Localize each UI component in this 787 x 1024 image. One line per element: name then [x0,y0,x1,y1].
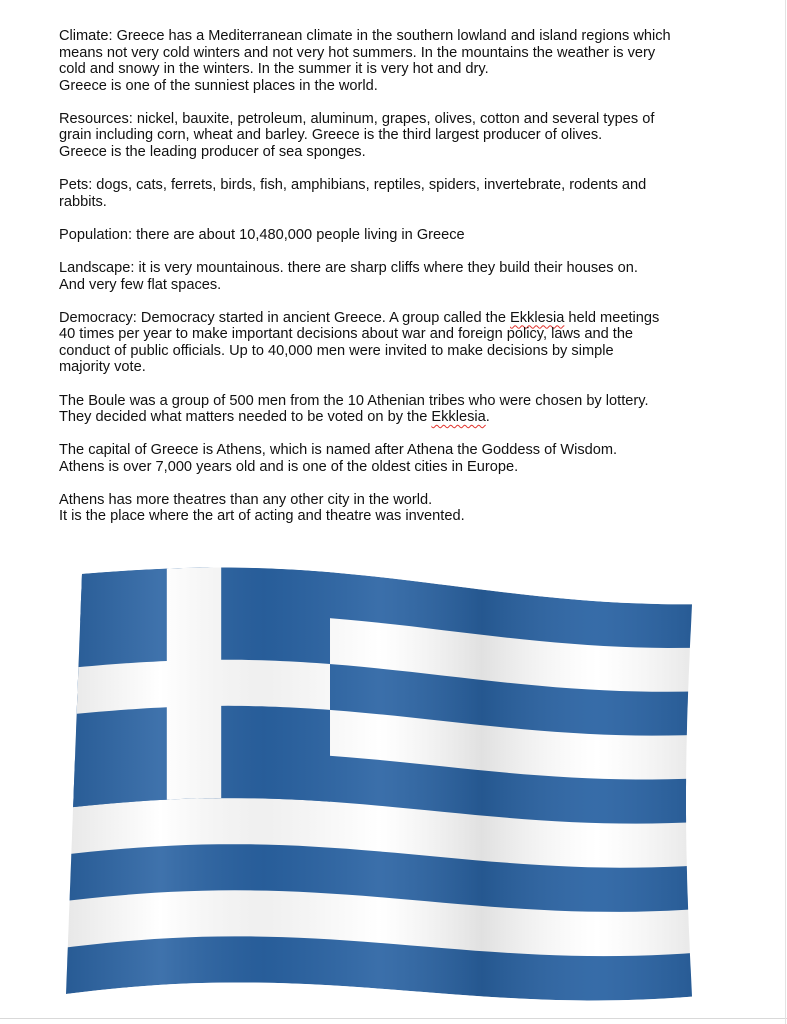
text-line: grain including corn, wheat and barley. Greece is the third largest producer of olives. [59,127,603,144]
text-line: Greece is the leading producer of sea sponges. [59,144,366,161]
paragraph [59,393,709,426]
text-line: The Boule was a group of 500 men from the 10 Athenian tribes who were chosen by lottery. [59,392,649,409]
text-line: majority vote. [59,359,146,376]
text-line: Athens has more theatres than any other city in the world. [59,491,433,508]
text-line [59,310,709,327]
spellcheck-flagged-word: Ekklesia [431,409,486,426]
text-line: 40 times per year to make important decisions about war and foreign policy, laws and the [59,326,634,343]
text-line: Population: there are about 10,480,000 people living in Greece [59,226,465,243]
text-line [59,409,709,426]
document-body [59,28,709,542]
text-line: rabbits. [59,193,107,210]
text-line: Climate: Greece has a Mediterranean climate in the southern lowland and island regions which [59,28,671,44]
paragraph [59,492,709,525]
paragraph [59,227,709,244]
page-right-edge [785,0,786,1024]
text-line: cold and snowy in the winters. In the summer it is very hot and dry. [59,61,489,78]
paragraph [59,177,709,210]
greek-flag-icon [58,556,700,1018]
paragraph [59,310,709,376]
paragraph [59,442,709,475]
paragraph [59,260,709,293]
spellcheck-flagged-word: Ekklesia [510,309,565,326]
text-fragment: held meetings [564,309,660,326]
paragraph [59,111,709,161]
text-line: Resources: nickel, bauxite, petroleum, aluminum, grapes, olives, cotton and several types of [59,110,655,127]
text-line: Pets: dogs, cats, ferrets, birds, fish, amphibians, reptiles, spiders, invertebrate, rodents and [59,177,647,194]
text-line: Landscape: it is very mountainous. there are sharp cliffs where they build their houses on. [59,259,638,276]
text-line: Greece is one of the sunniest places in the world. [59,77,378,94]
text-line: And very few flat spaces. [59,276,222,293]
text-line: means not very cold winters and not very hot summers. In the mountains the weather is very [59,44,656,61]
text-line: Athens is over 7,000 years old and is one of the oldest cities in Europe. [59,458,519,475]
text-fragment: Democracy: Democracy started in ancient Greece. A group called the [59,309,511,326]
text-line: It is the place where the art of acting and theatre was invented. [59,508,465,525]
greek-flag-icon [58,556,700,1018]
text-fragment: . [485,409,490,426]
text-fragment: They decided what matters needed to be voted on by the [59,409,432,426]
text-line: conduct of public officials. Up to 40,000 men were invited to make decisions by simple [59,342,614,359]
paragraph [59,28,709,94]
text-line: The capital of Greece is Athens, which is named after Athena the Goddess of Wisdom. [59,442,618,459]
page-bottom-edge [0,1018,787,1019]
